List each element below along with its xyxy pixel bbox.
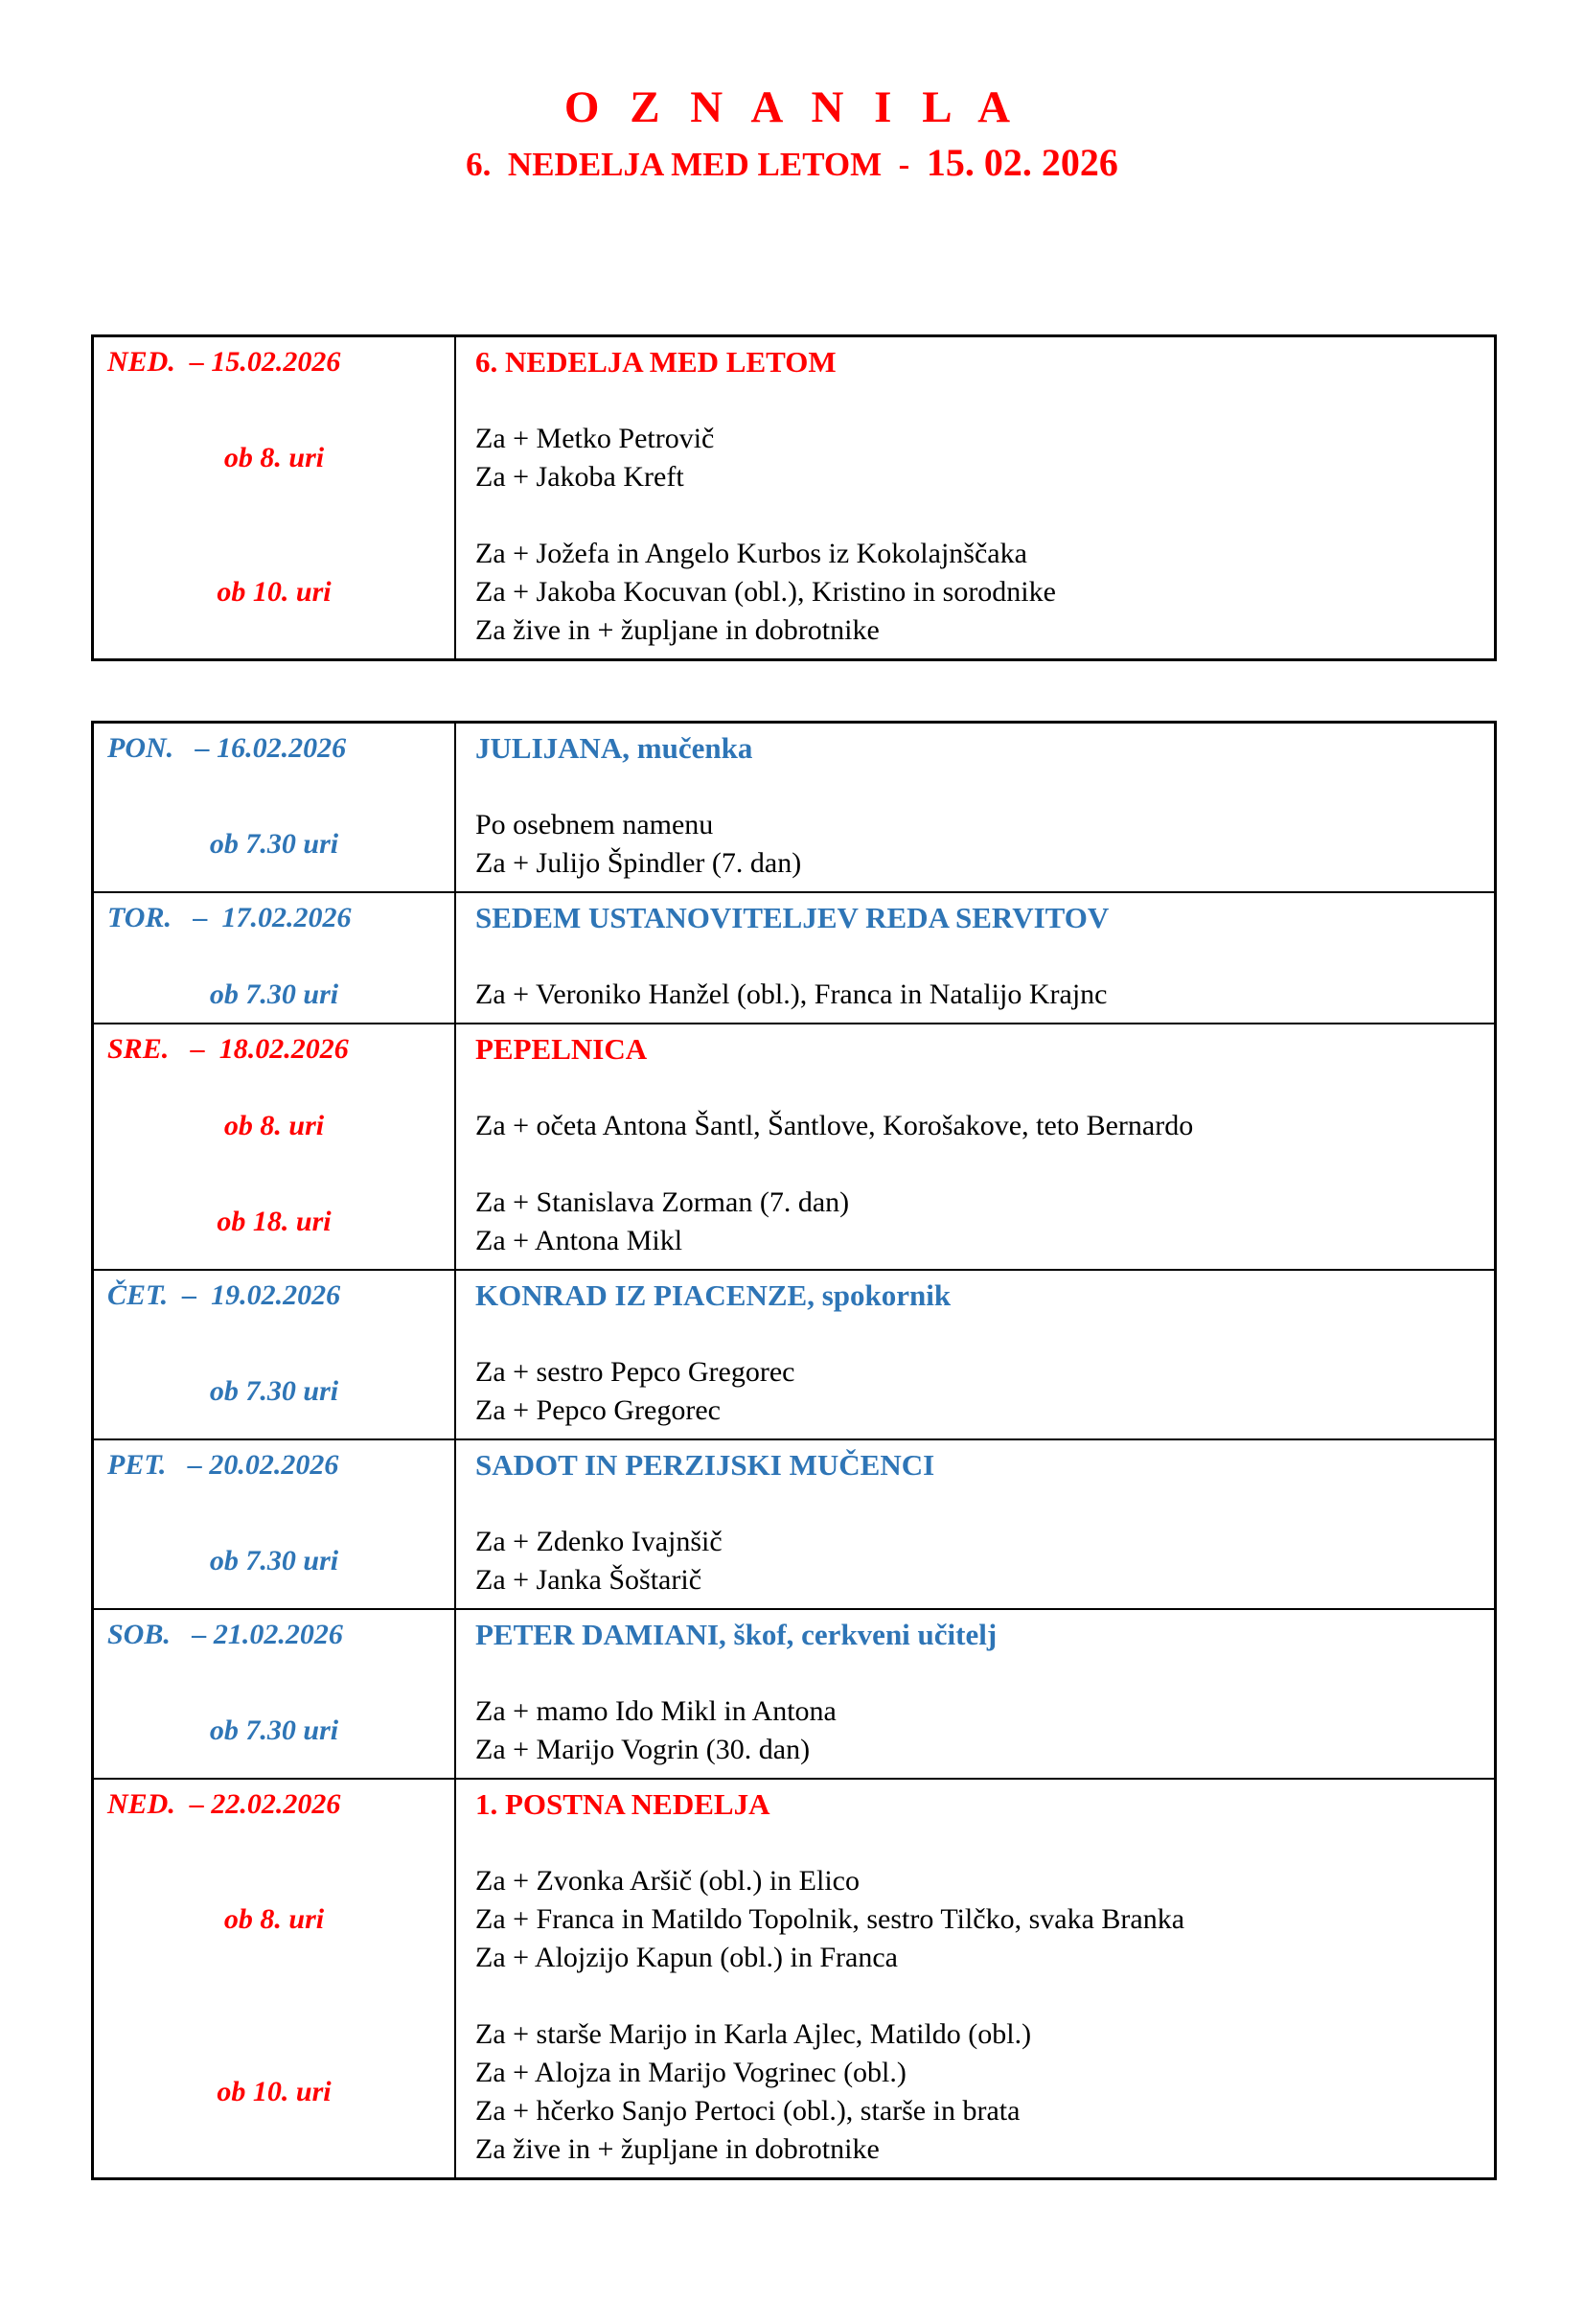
day-date-label: PON. – 16.02.2026	[107, 732, 347, 764]
feast-cell	[454, 1030, 1494, 1069]
mass-intentions-cell	[454, 381, 1494, 496]
mass-intention-line: Za + Antona Mikl	[475, 1225, 683, 1256]
day-date-cell	[94, 1785, 454, 1824]
mass-intention-line: Za + Alojza in Marijo Vogrinec (obl.)	[475, 2057, 907, 2088]
feast-cell	[454, 1446, 1494, 1484]
mass-time-cell	[94, 1654, 454, 1769]
schedule-tables	[91, 334, 1497, 2180]
mass-time-cell	[94, 496, 454, 650]
day-row	[94, 1778, 1494, 2177]
page-subtitle-date: 15. 02. 2026	[926, 141, 1118, 184]
mass-intentions-cell	[454, 937, 1494, 1014]
mass-time-label: ob 10. uri	[217, 576, 332, 608]
feast-title: 6. NEDELJA MED LETOM	[475, 345, 837, 379]
feast-title: KONRAD IZ PIACENZE, spokornik	[475, 1278, 952, 1312]
mass-intention-line: Za + Franca in Matildo Topolnik, sestro Tilčko, svaka Branka	[475, 1903, 1185, 1935]
mass-intention-line: Za + Metko Petrovič	[475, 423, 715, 454]
mass-intention-line: Za + Janka Šoštarič	[475, 1564, 702, 1596]
mass-intention-line: Za + sestro Pepco Gregorec	[475, 1356, 795, 1388]
mass-intention-line: Za + hčerko Sanjo Pertoci (obl.), starše in brata	[475, 2095, 1021, 2127]
day-date-label: TOR. – 17.02.2026	[107, 902, 352, 933]
mass-intention-line: Za žive in + župljane in dobrotnike	[475, 614, 880, 646]
day-date-label: NED. – 22.02.2026	[107, 1788, 341, 1820]
mass-time-label: ob 7.30 uri	[209, 978, 339, 1010]
mass-time-label: ob 7.30 uri	[209, 1714, 339, 1746]
current-sunday-table	[91, 334, 1497, 661]
feast-cell	[454, 1277, 1494, 1315]
mass-intention-line: Za + Zdenko Ivajnšič	[475, 1526, 723, 1557]
day-row	[94, 1269, 1494, 1438]
mass-intentions-cell	[454, 496, 1494, 650]
mass-intention-line: Za + mamo Ido Mikl in Antona	[475, 1695, 837, 1727]
day-date-label: NED. – 15.02.2026	[107, 346, 341, 378]
mass-time-label: ob 8. uri	[223, 1110, 325, 1141]
mass-time-label: ob 8. uri	[223, 442, 325, 473]
mass-time-cell	[94, 1977, 454, 2169]
mass-intention-line: Za + Veroniko Hanžel (obl.), Franca in Natalijo Krajnc	[475, 978, 1108, 1010]
mass-time-label: ob 18. uri	[217, 1206, 332, 1237]
feast-title: SADOT IN PERZIJSKI MUČENCI	[475, 1448, 935, 1482]
mass-intentions-cell	[454, 1484, 1494, 1599]
page-subtitle	[0, 142, 1584, 186]
mass-time-label: ob 7.30 uri	[209, 1545, 339, 1576]
day-date-cell	[94, 343, 454, 381]
feast-cell	[454, 1616, 1494, 1654]
day-date-cell	[94, 1277, 454, 1315]
mass-time-cell	[94, 1484, 454, 1599]
day-row	[94, 891, 1494, 1023]
feast-cell	[454, 729, 1494, 768]
day-date-label: PET. – 20.02.2026	[107, 1449, 339, 1481]
mass-time-label: ob 7.30 uri	[209, 1375, 339, 1407]
page-title: O Z N A N I L A	[563, 82, 1021, 132]
day-row	[94, 1608, 1494, 1778]
mass-intention-line: Za + starše Marijo in Karla Ajlec, Matildo (obl.)	[475, 2018, 1032, 2050]
mass-intention-line: Za + Marijo Vogrin (30. dan)	[475, 1734, 811, 1765]
mass-time-cell	[94, 768, 454, 883]
feast-title: JULIJANA, mučenka	[475, 731, 753, 765]
page-header	[0, 82, 1584, 186]
feast-title: SEDEM USTANOVITELJEV REDA SERVITOV	[475, 901, 1110, 934]
mass-time-cell	[94, 1069, 454, 1145]
mass-time-cell	[94, 1315, 454, 1430]
day-date-cell	[94, 899, 454, 937]
week-table	[91, 721, 1497, 2180]
day-date-cell	[94, 1446, 454, 1484]
mass-intention-line: Za žive in + župljane in dobrotnike	[475, 2133, 880, 2165]
day-row	[94, 1438, 1494, 1608]
day-date-cell	[94, 1616, 454, 1654]
mass-time-cell	[94, 1145, 454, 1260]
mass-intention-line: Za + očeta Antona Šantl, Šantlove, Korošakove, teto Bernardo	[475, 1110, 1194, 1141]
feast-title: 1. POSTNA NEDELJA	[475, 1787, 770, 1821]
mass-time-cell	[94, 381, 454, 496]
mass-intention-line: Po osebnem namenu	[475, 809, 714, 840]
mass-intention-line: Za + Julijo Špindler (7. dan)	[475, 847, 802, 879]
page-subtitle-text: 6. NEDELJA MED LETOM -	[466, 146, 927, 183]
mass-intention-line: Za + Zvonka Aršič (obl.) in Elico	[475, 1865, 860, 1897]
day-date-label: SOB. – 21.02.2026	[107, 1619, 343, 1650]
mass-intentions-cell	[454, 1315, 1494, 1430]
mass-intentions-cell	[454, 1654, 1494, 1769]
mass-intentions-cell	[454, 1069, 1494, 1145]
mass-intention-line: Za + Pepco Gregorec	[475, 1394, 721, 1426]
day-date-label: ČET. – 19.02.2026	[107, 1279, 341, 1311]
feast-cell	[454, 1785, 1494, 1824]
mass-time-cell	[94, 1824, 454, 1977]
day-date-label: SRE. – 18.02.2026	[107, 1033, 349, 1065]
mass-intention-line: Za + Stanislava Zorman (7. dan)	[475, 1186, 850, 1218]
mass-time-label: ob 10. uri	[217, 2076, 332, 2107]
mass-intention-line: Za + Jakoba Kreft	[475, 461, 684, 493]
feast-cell	[454, 343, 1494, 381]
day-row	[94, 1023, 1494, 1269]
mass-intentions-cell	[454, 1824, 1494, 1977]
mass-time-label: ob 8. uri	[223, 1903, 325, 1935]
day-row	[94, 337, 1494, 658]
day-date-cell	[94, 1030, 454, 1069]
feast-title: PEPELNICA	[475, 1032, 648, 1066]
mass-time-label: ob 7.30 uri	[209, 828, 339, 860]
mass-intention-line: Za + Jožefa in Angelo Kurbos iz Kokolajnščaka	[475, 538, 1027, 569]
mass-intentions-cell	[454, 1145, 1494, 1260]
mass-time-cell	[94, 937, 454, 1014]
mass-intention-line: Za + Jakoba Kocuvan (obl.), Kristino in sorodnike	[475, 576, 1056, 608]
mass-intentions-cell	[454, 1977, 1494, 2169]
day-row	[94, 724, 1494, 891]
feast-title: PETER DAMIANI, škof, cerkveni učitelj	[475, 1618, 998, 1651]
day-date-cell	[94, 729, 454, 768]
feast-cell	[454, 899, 1494, 937]
mass-intention-line: Za + Alojzijo Kapun (obl.) in Franca	[475, 1942, 898, 1973]
mass-intentions-cell	[454, 768, 1494, 883]
